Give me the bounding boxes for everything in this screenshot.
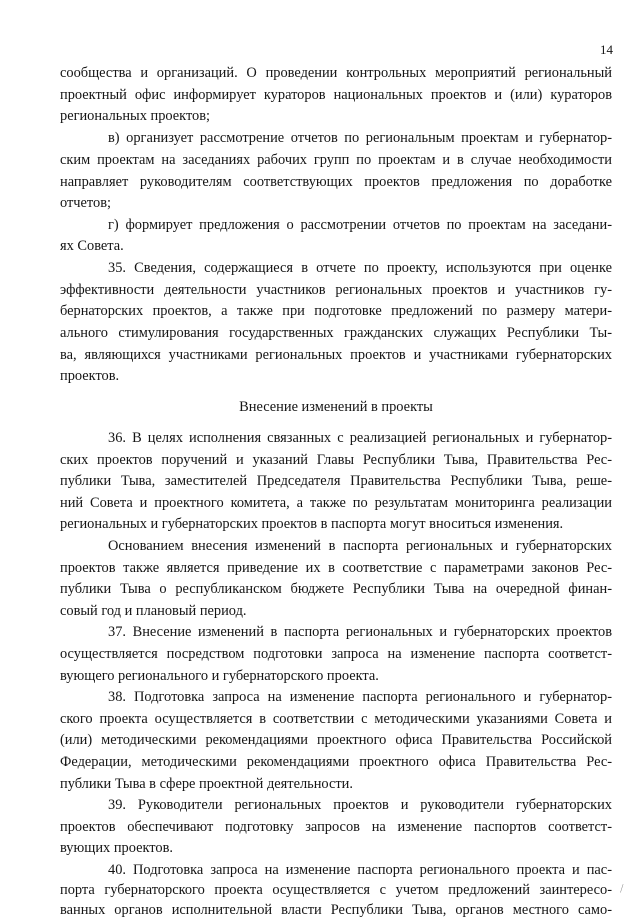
section-heading: Внесение изменений в проекты xyxy=(239,399,433,415)
text-line: публики Тыва в сфере проектной деятельности. xyxy=(60,776,353,792)
text-line: публики Тыва о республиканском бюджете Республики Тыва на очередной финан- xyxy=(60,581,612,597)
text-line: эффективности деятельности участников региональных проектов и участников гу- xyxy=(60,282,612,298)
text-line: проектный офис информирует кураторов национальных проектов и (или) кураторов xyxy=(60,87,612,103)
text-line: 36. В целях исполнения связанных с реализацией региональных и губернатор- xyxy=(108,430,612,446)
text-line: направляет руководителям соответствующих проектов предложения по доработке xyxy=(60,174,612,190)
text-line: отчетов; xyxy=(60,195,112,211)
text-line: в) организует рассмотрение отчетов по региональным проектам и губернатор- xyxy=(108,130,612,146)
text-line: г) формирует предложения о рассмотрении отчетов по проектам на заседани- xyxy=(108,217,612,233)
text-line: порта губернаторского проекта осуществляется с учетом предложений заинтересо- xyxy=(60,882,612,898)
text-line: (или) методическими рекомендациями проектного офиса Правительства Российской xyxy=(60,732,612,748)
text-line: региональных и губернаторских проектов в паспорта могут вноситься изменения. xyxy=(60,516,564,532)
text-line: публики Тыва, заместителей Председателя Правительства Республики Тыва, реше- xyxy=(60,473,612,489)
text-line: ва, являющихся участниками региональных проектов и участниками губернаторских xyxy=(60,347,612,363)
text-line: сообщества и организаций. О проведении контрольных мероприятий региональный xyxy=(60,65,612,81)
text-line: 39. Руководители региональных проектов и руководители губернаторских xyxy=(108,797,612,813)
text-line: ального стимулирования государственных гражданских служащих Республики Ты- xyxy=(60,325,612,341)
text-line: ского проекта осуществляется в соответствии с методическими указаниями Совета и xyxy=(60,711,612,727)
text-line: ским проектам на заседаниях рабочих групп по проектам и в случае необходимости xyxy=(60,152,612,168)
text-line: проектов также является приведение их в соответствие с параметрами законов Рес- xyxy=(60,560,612,576)
page-number: 14 xyxy=(600,42,613,57)
text-line: бернаторских проектов, а также при подготовке предложений по размеру матери- xyxy=(60,303,612,319)
scan-mark: ⁄ xyxy=(619,883,625,895)
text-line: 37. Внесение изменений в паспорта региональных и губернаторских проектов xyxy=(108,624,612,640)
text-line: ванных органов исполнительной власти Республики Тыва, органов местного само- xyxy=(60,902,612,918)
text-line: осуществляется посредством подготовки запроса на изменение паспорта соответст- xyxy=(60,646,612,662)
text-line: совый год и плановый период. xyxy=(60,603,247,619)
text-line: 40. Подготовка запроса на изменение паспорта регионального проекта и пас- xyxy=(108,862,612,878)
text-line: Основанием внесения изменений в паспорта региональных и губернаторских xyxy=(108,538,612,554)
text-line: проектов. xyxy=(60,368,120,384)
text-line: Федерации, методическими рекомендациями проектного офиса Правительства Рес- xyxy=(60,754,612,770)
text-line: ских проектов поручений и указаний Главы Республики Тыва, Правительства Рес- xyxy=(60,452,612,468)
text-line: 35. Сведения, содержащиеся в отчете по проекту, используются при оценке xyxy=(108,260,612,276)
text-line: ний Совета и проектного комитета, а также по результатам мониторинга реализации xyxy=(60,495,612,511)
text-line: региональных проектов; xyxy=(60,108,211,124)
text-line: 38. Подготовка запроса на изменение паспорта регионального и губернатор- xyxy=(108,689,612,705)
text-line: ях Совета. xyxy=(60,238,124,254)
text-line: проектов обеспечивают подготовку запросов на изменение паспортов соответст- xyxy=(60,819,612,835)
text-line: вующих проектов. xyxy=(60,840,173,856)
text-line: вующего регионального и губернаторского проекта. xyxy=(60,668,379,684)
